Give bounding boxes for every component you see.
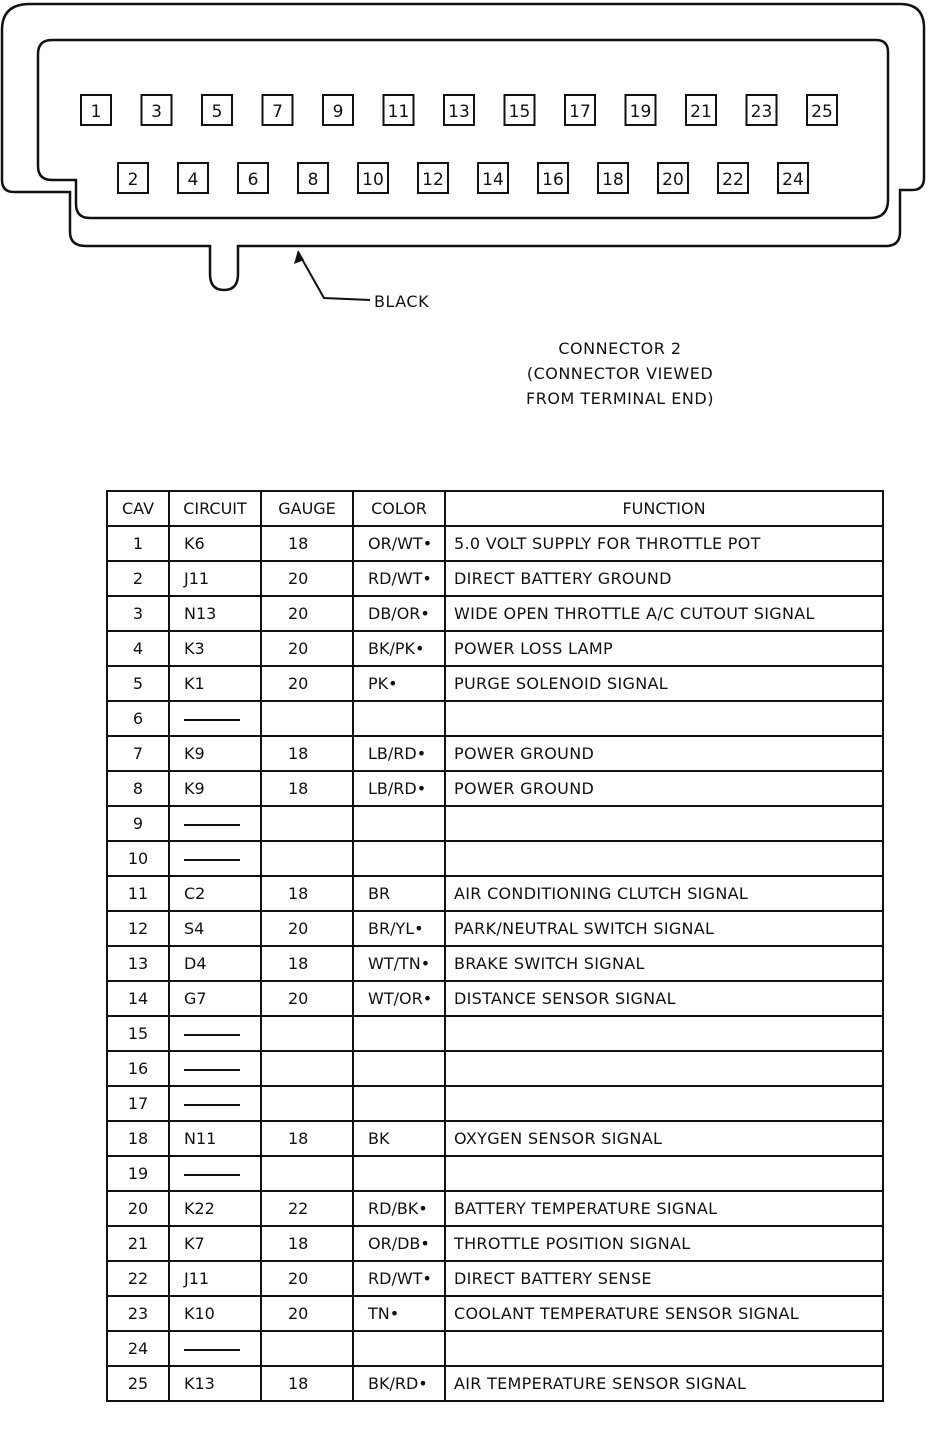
table-row [107,596,883,631]
pin-number-24: 24 [782,170,804,190]
cell-circuit: D4 [169,946,261,981]
table-row [107,1121,883,1156]
cell-color: TN• [353,1296,445,1331]
cell-color: DB/OR• [353,596,445,631]
pin-number-12: 12 [422,170,444,190]
cell-color [353,1016,445,1051]
cell-gauge: 20 [261,631,353,666]
cell-color [353,701,445,736]
pin-number-25: 25 [811,102,833,122]
cell-gauge [261,841,353,876]
cell-circuit: N11 [169,1121,261,1156]
pinout-table [106,490,884,1402]
cell-circuit: N13 [169,596,261,631]
cell-gauge: 18 [261,1366,353,1401]
cell-function: POWER LOSS LAMP [445,631,883,666]
table-row [107,666,883,701]
cell-color: BR/YL• [353,911,445,946]
table-row [107,876,883,911]
header-circuit: CIRCUIT [169,491,261,526]
cell-circuit: K3 [169,631,261,666]
cell-cav: 21 [107,1226,169,1261]
cell-cav: 15 [107,1016,169,1051]
cell-function [445,806,883,841]
table-row [107,736,883,771]
header-gauge: GAUGE [261,491,353,526]
cell-function: DISTANCE SENSOR SIGNAL [445,981,883,1016]
pin-number-20: 20 [662,170,684,190]
table-row [107,841,883,876]
cell-function: DIRECT BATTERY GROUND [445,561,883,596]
black-leader-line [298,252,370,300]
cell-color [353,1156,445,1191]
cell-gauge: 18 [261,526,353,561]
pin-number-18: 18 [602,170,624,190]
table-row [107,1086,883,1121]
pin-number-9: 9 [332,102,344,122]
table-row [107,1051,883,1086]
connector-diagram [0,0,944,330]
pin-number-15: 15 [508,102,531,122]
table-row [107,981,883,1016]
table-row [107,631,883,666]
table-row [107,1156,883,1191]
cell-gauge: 20 [261,1296,353,1331]
pin-number-13: 13 [448,102,470,122]
cell-cav: 12 [107,911,169,946]
pin-number-7: 7 [272,102,283,122]
cell-function [445,841,883,876]
cell-gauge [261,1086,353,1121]
color-label-black: BLACK [374,292,430,311]
cell-cav: 6 [107,701,169,736]
cell-cav: 13 [107,946,169,981]
pin-number-5: 5 [211,102,223,122]
cell-cav: 19 [107,1156,169,1191]
table-row [107,946,883,981]
table-header-row [107,491,883,526]
connector-caption [480,336,760,411]
unused-circuit-dash [184,1069,240,1071]
cell-gauge: 18 [261,736,353,771]
cell-color [353,1331,445,1366]
cell-cav: 17 [107,1086,169,1121]
cell-gauge: 22 [261,1191,353,1226]
pin-number-8: 8 [307,170,319,190]
cell-circuit [169,1331,261,1366]
cell-function: AIR CONDITIONING CLUTCH SIGNAL [445,876,883,911]
cell-cav: 11 [107,876,169,911]
cell-cav: 5 [107,666,169,701]
cell-gauge: 18 [261,946,353,981]
cell-function: WIDE OPEN THROTTLE A/C CUTOUT SIGNAL [445,596,883,631]
pin-number-21: 21 [690,102,712,122]
unused-circuit-dash [184,1104,240,1106]
unused-circuit-dash [184,1174,240,1176]
cell-gauge [261,1016,353,1051]
table-row [107,526,883,561]
cell-circuit: K22 [169,1191,261,1226]
cell-function: 5.0 VOLT SUPPLY FOR THROTTLE POT [445,526,883,561]
pin-number-23: 23 [750,102,773,122]
cell-color: RD/WT• [353,561,445,596]
cell-cav: 7 [107,736,169,771]
cell-circuit: C2 [169,876,261,911]
cell-function: BATTERY TEMPERATURE SIGNAL [445,1191,883,1226]
cell-function [445,701,883,736]
cell-circuit: K9 [169,736,261,771]
cell-function: POWER GROUND [445,771,883,806]
table-row [107,1261,883,1296]
cell-circuit: K1 [169,666,261,701]
pin-number-16: 16 [542,170,564,190]
cell-function [445,1086,883,1121]
cell-color: BK [353,1121,445,1156]
cell-cav: 22 [107,1261,169,1296]
cell-circuit: G7 [169,981,261,1016]
cell-cav: 16 [107,1051,169,1086]
connector-housing-inner [38,40,888,218]
cell-circuit [169,701,261,736]
cell-color: LB/RD• [353,771,445,806]
pin-row-bottom [118,163,808,193]
cell-cav: 23 [107,1296,169,1331]
cell-gauge: 18 [261,876,353,911]
cell-function: AIR TEMPERATURE SENSOR SIGNAL [445,1366,883,1401]
table-row [107,1296,883,1331]
cell-color: LB/RD• [353,736,445,771]
cell-function [445,1331,883,1366]
cell-color [353,806,445,841]
cell-function: POWER GROUND [445,736,883,771]
cell-cav: 25 [107,1366,169,1401]
cell-color [353,1051,445,1086]
cell-circuit: K9 [169,771,261,806]
pin-number-6: 6 [247,170,259,190]
cell-circuit [169,1016,261,1051]
cell-function: THROTTLE POSITION SIGNAL [445,1226,883,1261]
cell-color: OR/WT• [353,526,445,561]
cell-circuit [169,1086,261,1121]
cell-cav: 4 [107,631,169,666]
table-row [107,911,883,946]
pin-number-2: 2 [127,170,139,190]
cell-gauge [261,701,353,736]
table-row [107,1191,883,1226]
table-row [107,561,883,596]
cell-function [445,1016,883,1051]
pin-number-3: 3 [151,102,162,122]
unused-circuit-dash [184,1349,240,1351]
cell-function [445,1051,883,1086]
cell-gauge: 20 [261,561,353,596]
cell-function: OXYGEN SENSOR SIGNAL [445,1121,883,1156]
header-cav: CAV [107,491,169,526]
pin-row-top [81,95,837,125]
cell-cav: 18 [107,1121,169,1156]
connector-housing-outer [2,4,924,290]
cell-gauge: 20 [261,981,353,1016]
cell-cav: 14 [107,981,169,1016]
cell-cav: 8 [107,771,169,806]
cell-gauge: 20 [261,911,353,946]
cell-color: BR [353,876,445,911]
cell-color: BK/RD• [353,1366,445,1401]
cell-function: PARK/NEUTRAL SWITCH SIGNAL [445,911,883,946]
cell-gauge: 18 [261,1121,353,1156]
table-row [107,1331,883,1366]
cell-gauge [261,1331,353,1366]
table-row [107,701,883,736]
cell-circuit: J11 [169,1261,261,1296]
pin-number-10: 10 [362,170,384,190]
cell-gauge: 20 [261,596,353,631]
unused-circuit-dash [184,859,240,861]
cell-cav: 20 [107,1191,169,1226]
pin-number-22: 22 [722,170,744,190]
cell-color: PK• [353,666,445,701]
table-row [107,771,883,806]
cell-function: BRAKE SWITCH SIGNAL [445,946,883,981]
pin-number-17: 17 [569,102,591,122]
table-row [107,806,883,841]
pin-number-4: 4 [187,170,199,190]
cell-cav: 10 [107,841,169,876]
table-row [107,1366,883,1401]
unused-circuit-dash [184,824,240,826]
cell-function: COOLANT TEMPERATURE SENSOR SIGNAL [445,1296,883,1331]
unused-circuit-dash [184,1034,240,1036]
table-row [107,1016,883,1051]
unused-circuit-dash [184,719,240,721]
cell-color: RD/WT• [353,1261,445,1296]
cell-gauge: 20 [261,1261,353,1296]
table-body [107,526,883,1401]
header-function: FUNCTION [445,491,883,526]
cell-gauge [261,1156,353,1191]
cell-color: BK/PK• [353,631,445,666]
cell-circuit: K13 [169,1366,261,1401]
cell-circuit: S4 [169,911,261,946]
header-color: COLOR [353,491,445,526]
table-row [107,1226,883,1261]
cell-color: RD/BK• [353,1191,445,1226]
cell-color: WT/OR• [353,981,445,1016]
cell-circuit [169,841,261,876]
cell-circuit: K6 [169,526,261,561]
caption-line-3: FROM TERMINAL END) [526,389,714,408]
cell-gauge: 18 [261,771,353,806]
cell-color: WT/TN• [353,946,445,981]
cell-gauge: 20 [261,666,353,701]
cell-color: OR/DB• [353,1226,445,1261]
cell-cav: 9 [107,806,169,841]
cell-gauge: 18 [261,1226,353,1261]
cell-circuit: K7 [169,1226,261,1261]
cell-circuit [169,806,261,841]
cell-cav: 2 [107,561,169,596]
cell-circuit [169,1051,261,1086]
pin-number-11: 11 [387,102,410,122]
cell-cav: 3 [107,596,169,631]
cell-circuit [169,1156,261,1191]
cell-function: DIRECT BATTERY SENSE [445,1261,883,1296]
cell-gauge [261,1051,353,1086]
cell-color [353,1086,445,1121]
cell-function: PURGE SOLENOID SIGNAL [445,666,883,701]
cell-circuit: J11 [169,561,261,596]
caption-line-2: (CONNECTOR VIEWED [526,364,714,383]
cell-cav: 1 [107,526,169,561]
caption-line-1: CONNECTOR 2 [558,339,682,358]
pin-number-19: 19 [629,102,652,122]
pin-number-14: 14 [482,170,504,190]
cell-cav: 24 [107,1331,169,1366]
pin-number-1: 1 [90,102,102,122]
cell-circuit: K10 [169,1296,261,1331]
cell-color [353,841,445,876]
cell-gauge [261,806,353,841]
cell-function [445,1156,883,1191]
